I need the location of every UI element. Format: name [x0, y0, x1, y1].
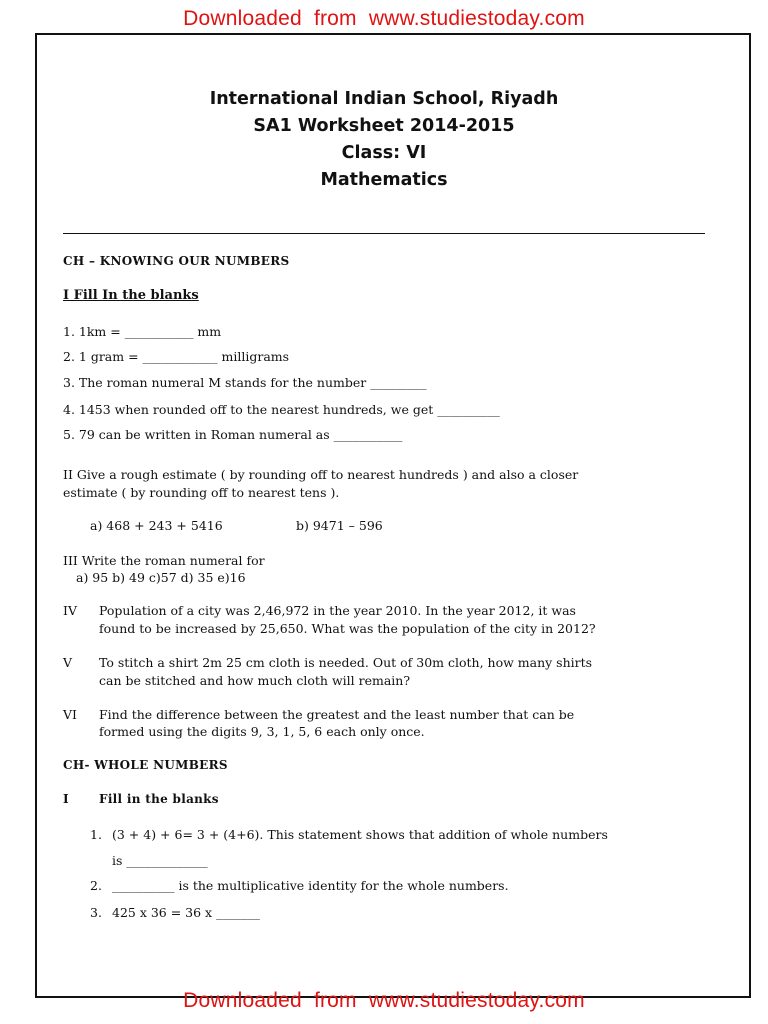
- question-6-line-2: formed using the digits 9, 3, 1, 5, 6 each only once.: [99, 724, 425, 739]
- whole-numbers-item-1-line-2: is _____________: [112, 853, 208, 868]
- fill-item-3: 3. The roman numeral M stands for the number _________: [63, 375, 427, 390]
- whole-numbers-item-1-line-1: (3 + 4) + 6= 3 + (4+6). This statement shows that addition of whole numbers: [112, 827, 608, 842]
- question-5-line-1: To stitch a shirt 2m 25 cm cloth is needed. Out of 30m cloth, how many shirts: [99, 655, 593, 670]
- question-4-line-1: Population of a city was 2,46,972 in the year 2010. In the year 2012, it was: [99, 603, 576, 618]
- question-5-number: V: [63, 655, 73, 670]
- question-3-items: a) 95 b) 49 c)57 d) 35 e)16: [76, 570, 246, 585]
- question-6-line-1: Find the difference between the greatest and the least number that can be: [99, 707, 575, 722]
- question-2-part-a: a) 468 + 243 + 5416: [90, 518, 223, 533]
- question-2-part-b: b) 9471 – 596: [296, 518, 383, 533]
- worksheet-title: SA1 Worksheet 2014-2015: [253, 116, 515, 136]
- whole-numbers-item-3: 425 x 36 = 36 x _______: [112, 905, 260, 920]
- question-4-number: IV: [63, 603, 77, 618]
- fill-item-1: 1. 1km = ___________ mm: [63, 324, 222, 339]
- fill-item-4: 4. 1453 when rounded off to the nearest hundreds, we get __________: [63, 402, 500, 417]
- worksheet-header: [0, 86, 768, 194]
- whole-numbers-item-2: __________ is the multiplicative identity for the whole numbers.: [112, 878, 509, 893]
- fill-item-2: 2. 1 gram = ____________ milligrams: [63, 349, 290, 364]
- question-5-line-2: can be stitched and how much cloth will remain?: [99, 673, 411, 688]
- chapter-2-title: CH- WHOLE NUMBERS: [63, 758, 228, 772]
- whole-numbers-item-3-number: 3.: [90, 905, 102, 920]
- question-2-line-1: II Give a rough estimate ( by rounding off to nearest hundreds ) and also a closer: [63, 467, 579, 482]
- question-6-number: VI: [63, 707, 77, 722]
- question-4-line-2: found to be increased by 25,650. What was the population of the city in 2012?: [99, 621, 596, 636]
- class-label: Class: VI: [341, 143, 427, 163]
- subject-label: Mathematics: [320, 170, 448, 190]
- school-name: International Indian School, Riyadh: [209, 89, 559, 109]
- chapter-1-fill-title: I Fill In the blanks: [63, 288, 199, 303]
- watermark-top: Downloaded from www.studiestoday.com: [183, 7, 585, 30]
- chapter-2-fill-title: Fill in the blanks: [99, 792, 219, 806]
- whole-numbers-item-1-number: 1.: [90, 827, 102, 842]
- question-3-title: III Write the roman numeral for: [63, 553, 265, 568]
- whole-numbers-item-2-number: 2.: [90, 878, 102, 893]
- question-2-line-2: estimate ( by rounding off to nearest tens ).: [63, 485, 340, 500]
- chapter-1-title: CH – KNOWING OUR NUMBERS: [63, 254, 290, 268]
- chapter-2-fill-number: I: [63, 792, 69, 806]
- header-divider: [63, 233, 705, 234]
- watermark-bottom: Downloaded from www.studiestoday.com: [183, 989, 585, 1012]
- fill-item-5: 5. 79 can be written in Roman numeral as ___________: [63, 427, 403, 442]
